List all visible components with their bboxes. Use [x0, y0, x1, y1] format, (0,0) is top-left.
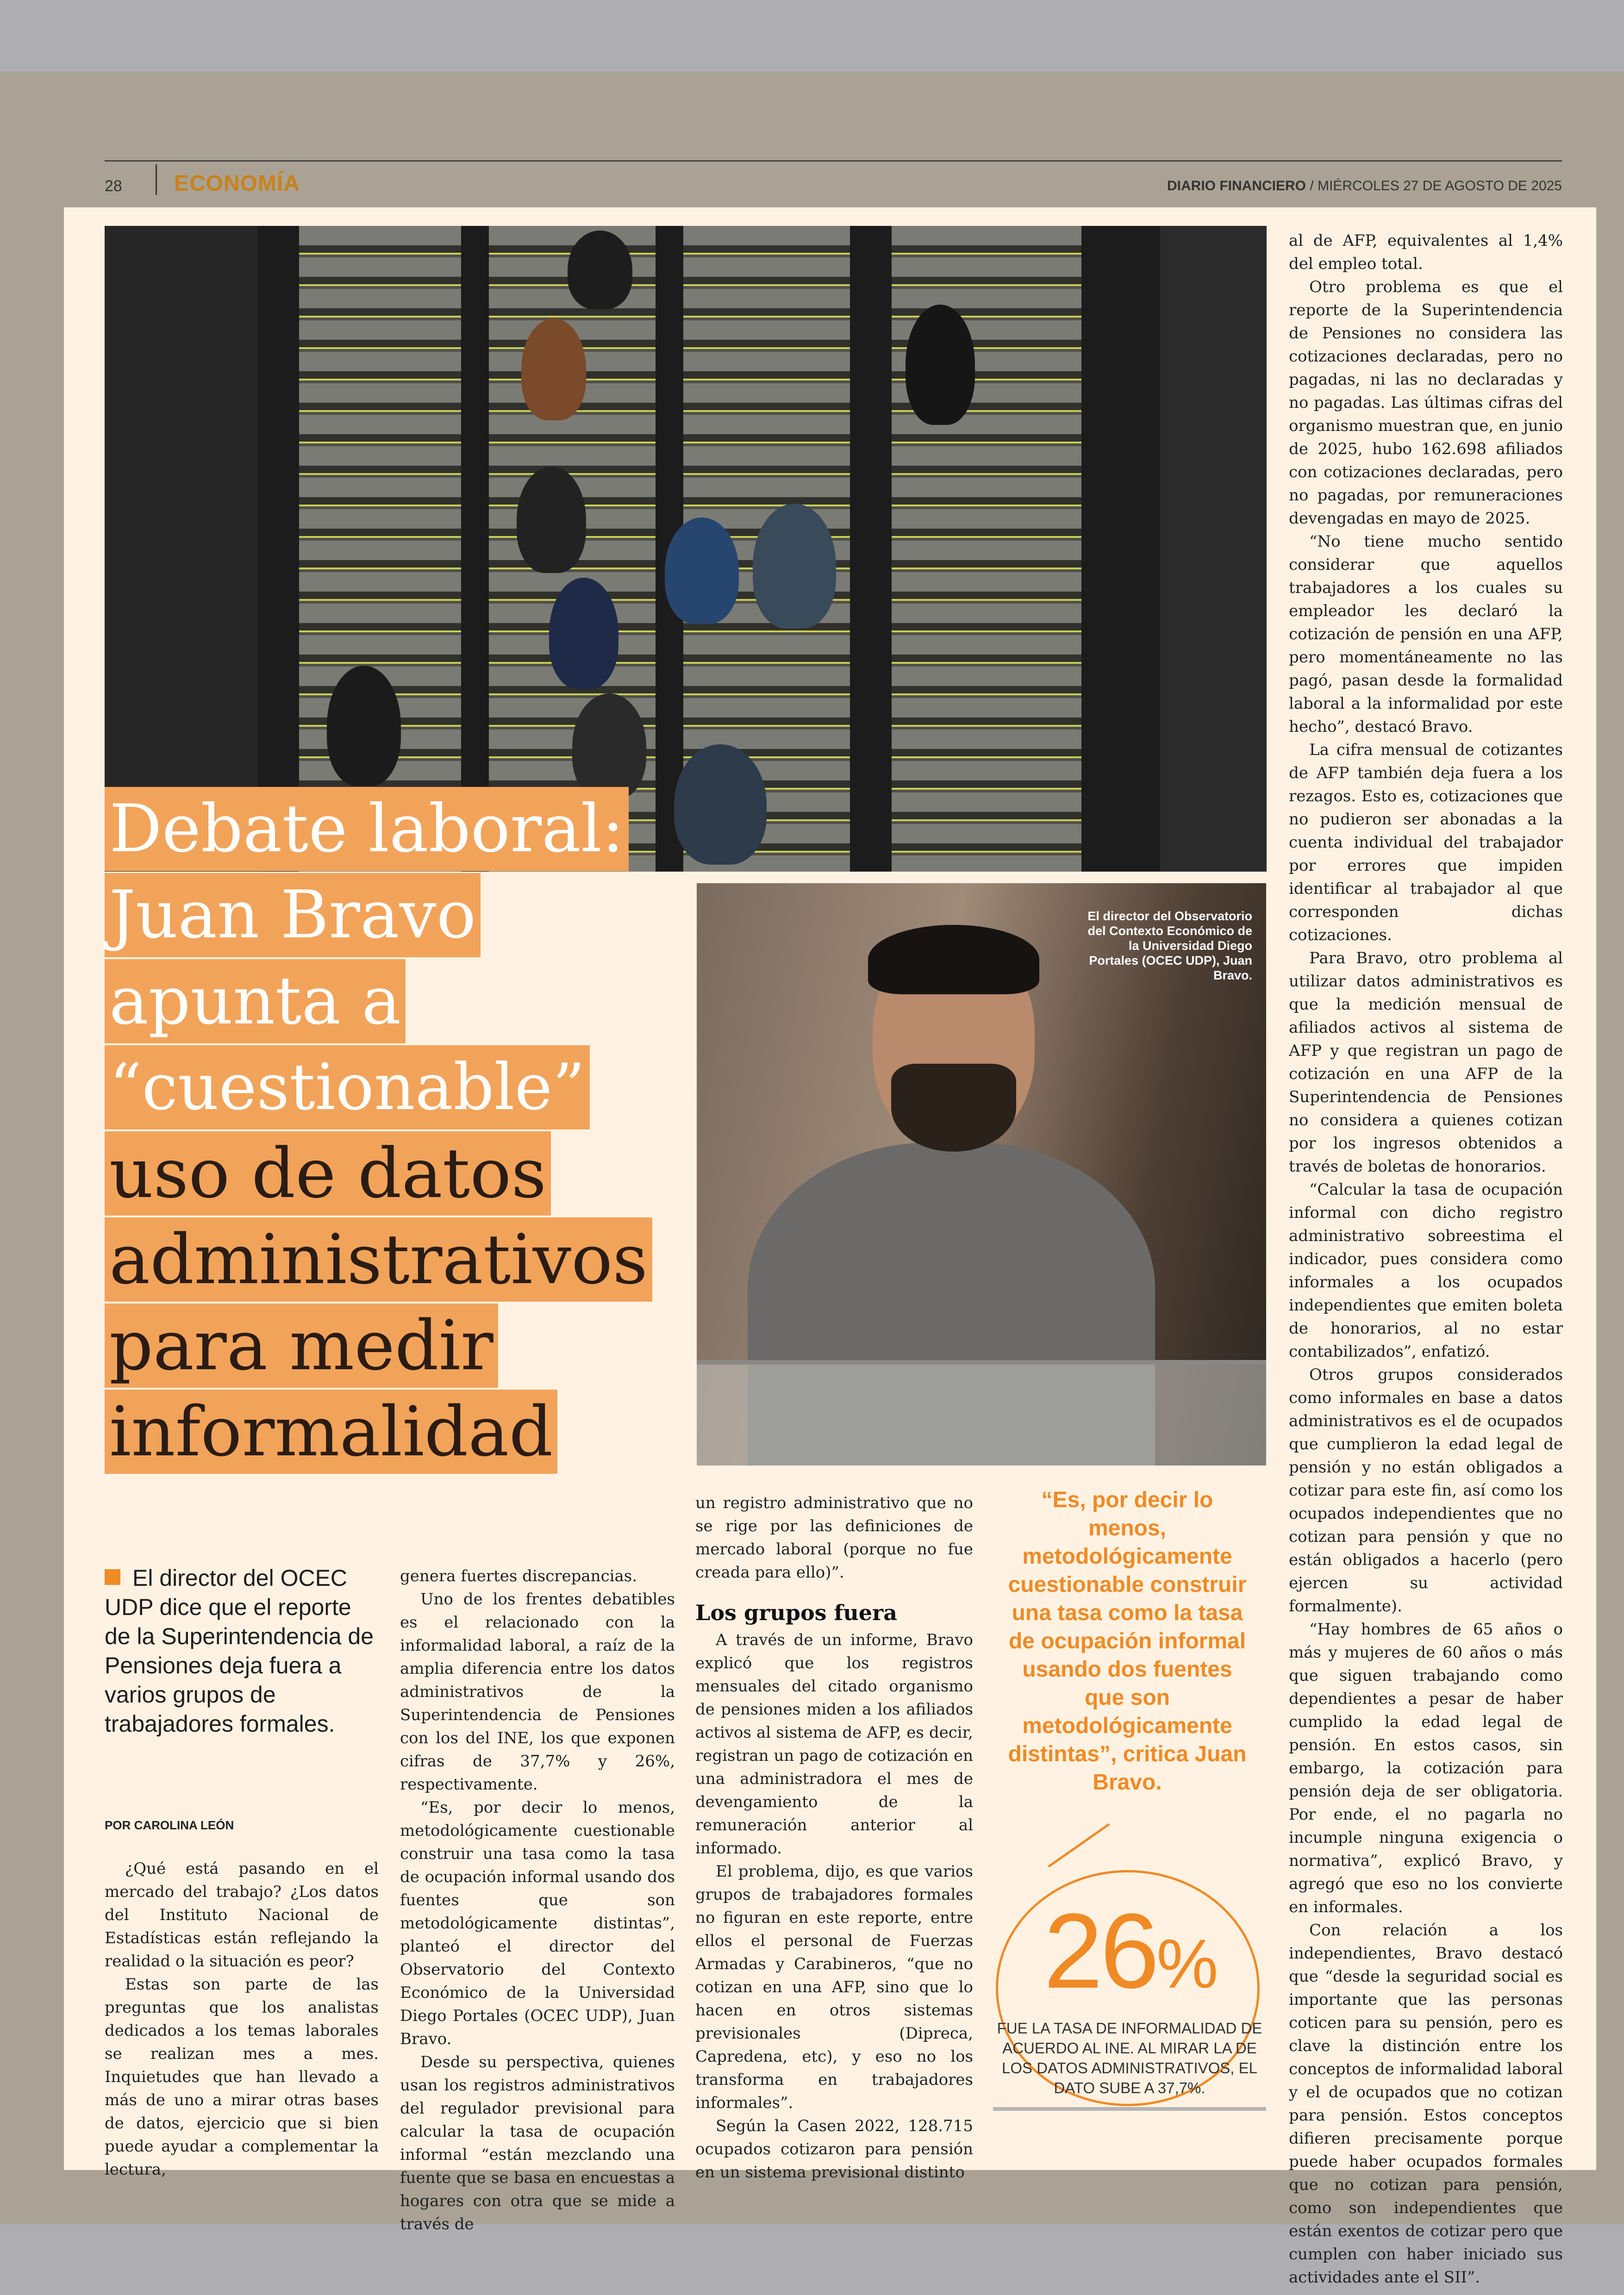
person-figure	[549, 578, 618, 689]
paragraph: Con relación a los independientes, Bravo destacó que “desde la seguridad social es importante que las personas coticen para su pensión, pero es clave la distinción entre los conceptos de informalidad laboral y el de ocupados que no cotizan para pensión. Estos conceptos difieren precisamente porque puede haber ocupados formales que no cotizan para pensión, como son independientes que están exentos de cotizar pero que cumplen con haber iniciado sus actividades ante el SII”.	[1289, 1921, 1563, 2287]
person-figure	[568, 231, 632, 309]
byline: POR CAROLINA LEÓN	[105, 1818, 234, 1832]
paragraph: Desde su perspectiva, quienes usan los registros administrativos del regulador previsional para calcular la tasa de ocupación informal “están mezclando una fuente que se basa en encuestas a hogares con otra que se mide a través de	[400, 2053, 675, 2233]
headline-line: informalidad	[105, 1390, 557, 1474]
headline-line: Debate laboral:	[105, 787, 629, 871]
body-column-2	[400, 1565, 675, 2236]
article-deck	[105, 1564, 382, 1739]
headline-line: administrativos	[105, 1217, 652, 1302]
paragraph: Otro problema es que el reporte de la Superintendencia de Pensiones no considera las cotizaciones declaradas, pero no pagadas, ni las no declaradas y no pagadas. Las últimas cifras del organismo muestran que, en junio de 2025, hubo 162.698 afiliados con cotizaciones declaradas, pero no pagadas, por remuneraciones devengadas en mayo de 2025.	[1289, 278, 1563, 528]
body-column-4	[1289, 229, 1563, 2289]
pull-quote: “Es, por decir lo menos, metodológicamente cuestionable construir una tasa como la tasa de ocupación informal usando dos fuentes que son metodológicamente distintas”, critica Juan Bravo.	[1008, 1488, 1247, 1795]
paragraph: Otros grupos considerados como informales en base a datos administrativos es el de ocupados que cumplieron la edad legal de pensión y no están obligados a cotizar para este fin, así como los ocupados independientes que no cotizan para pensión y que no están obligados a hacerlo (pero ejercen su actividad formalmente).	[1289, 1366, 1563, 1615]
bullet-square-icon	[105, 1569, 120, 1585]
deck-text: El director del OCEC UDP dice que el reporte de la Superintendencia de Pensiones deja fuera a varios grupos de trabajadores formales.	[105, 1565, 374, 1737]
header-divider	[156, 164, 157, 195]
portrait-railing	[697, 1360, 1266, 1466]
paragraph: “Hay hombres de 65 años o más y mujeres de 60 años o más que siguen trabajando como dependientes a pesar de haber cumplido la edad legal de pensión. En estos casos, sin embargo, la cotización para pensión deja de ser obligatoria. Por ende, el no pagarla no incumple ninguna exigencia o normativa”, explicó Bravo, y agregó que eso no los convierte en informales.	[1289, 1620, 1563, 1916]
photo-wall-left	[105, 226, 271, 872]
section-label: ECONOMÍA	[174, 171, 300, 196]
person-figure	[665, 518, 739, 624]
portrait-beard	[891, 1064, 1016, 1152]
paragraph: Para Bravo, otro problema al utilizar datos administrativos es que la medición mensual de afiliados activos al sistema de AFP y que registran un pago de cotización en una AFP de la Superintendencia de Pensiones no considera a quienes cotizan por los ingresos obtenidos a través de boletas de honorarios.	[1289, 949, 1563, 1176]
paragraph: “Calcular la tasa de ocupación informal con dicho registro administrativo sobreestima el indicador, pues considera como informales a los ocupados independientes que emiten boleta de honorarios, al no estar contabilizados”, enfatizó.	[1289, 1180, 1563, 1361]
paragraph: El problema, dijo, es que varios grupos de trabajadores formales no figuran en este reporte, entre ellos el personal de Fuerzas Armadas y Carabineros, “que no cotizan en una AFP, sino que lo hacen en otros sistemas previsionales (Dipreca, Capredena, etc), y eso no los transforma en trabajadores informales”.	[695, 1862, 973, 2112]
headline-line: uso de datos	[105, 1131, 551, 1216]
paragraph: Uno de los frentes debatibles es el relacionado con la informalidad laboral, a raíz de la amplia diferencia entre los datos administrativos de la Superintendencia de Pensiones con los del INE, los que exponen cifras de 37,7% y 26%, respectivamente.	[400, 1590, 675, 1794]
page-header	[105, 160, 1562, 199]
body-column-1	[105, 1857, 379, 2181]
dateline	[1167, 178, 1562, 194]
photo-wall-right	[1142, 226, 1267, 872]
stat-divider	[993, 2107, 1266, 2111]
paragraph: “No tiene mucho sentido considerar que aquellos trabajadores a los cuales su empleador les declaró la cotización de pensión en una AFP, pero momentáneamente no las pagó, pasan desde la formalidad laboral a la informalidad por este hecho”, destacó Bravo.	[1289, 532, 1563, 736]
publication-date: / MIÉRCOLES 27 DE AGOSTO DE 2025	[1306, 178, 1562, 193]
page-number: 28	[105, 177, 122, 195]
escalator-photo	[105, 226, 1267, 872]
person-figure	[753, 504, 836, 629]
paragraph: un registro administrativo que no se rige por las definiciones de mercado laboral (porque no fue creada para ello)”.	[695, 1494, 973, 1582]
headline	[105, 787, 725, 1476]
person-figure	[572, 693, 646, 800]
paragraph: La cifra mensual de cotizantes de AFP también deja fuera a los rezagos. Esto es, cotizaciones que no pudieron ser abonadas a la cuenta individual del trabajador por errores que impiden identificar al trabajador al que corresponden dichas cotizaciones.	[1289, 741, 1563, 944]
person-figure	[906, 305, 975, 425]
paragraph: Estas son parte de las preguntas que los analistas dedicados a los temas laborales se realizan mes a mes. Inquietudes que han llevado a más de uno a mirar otras bases de datos, ejercicio que si bien puede ayudar a complementar la lectura,	[105, 1975, 379, 2179]
photo-caption: El director del Observatorio del Contexto Económico de la Universidad Diego Portales (OCEC UDP), Juan Bravo.	[1087, 909, 1252, 982]
paragraph: Según la Casen 2022, 128.715 ocupados cotizaron para pensión en un sistema previsional distinto	[695, 2117, 973, 2182]
stat-value: 26	[1043, 1891, 1157, 2010]
person-figure	[327, 666, 401, 786]
stat-number	[993, 1891, 1266, 2017]
paragraph: ¿Qué está pasando en el mercado del trabajo? ¿Los datos del Instituto Nacional de Estadísticas están reflejando la realidad o la situación es peor?	[105, 1859, 379, 1971]
paragraph: al de AFP, equivalentes al 1,4% del empleo total.	[1289, 231, 1563, 273]
headline-line: apunta a	[105, 959, 406, 1043]
paragraph: genera fuertes discrepancias.	[400, 1567, 637, 1585]
portrait-photo	[697, 883, 1266, 1466]
portrait-hair	[868, 925, 1039, 994]
subheading: Los grupos fuera	[695, 1600, 898, 1625]
paragraph: “Es, por decir lo menos, metodológicamente cuestionable construir una tasa como la tasa de ocupación informal usando dos fuentes que son metodológicamente distintas”, planteó el director del Observatorio del Contexto Económico de la Universidad Diego Portales (OCEC UDP), Juan Bravo.	[400, 1798, 675, 2048]
headline-line: Juan Bravo	[105, 873, 481, 957]
stat-description: FUE LA TASA DE INFORMALIDAD DE ACUERDO AL INE. AL MIRAR LA DE LOS DATOS ADMINISTRATIVOS, EL DATO SUBE A 37,7%.	[997, 2020, 1262, 2096]
headline-line: para medir	[105, 1303, 498, 1388]
stat-unit: %	[1156, 1925, 1216, 2002]
stat-callout	[993, 1833, 1266, 2111]
body-column-3	[695, 1491, 973, 2184]
person-figure	[517, 467, 586, 573]
headline-line: “cuestionable”	[105, 1045, 590, 1129]
person-figure	[521, 318, 586, 420]
publication-name: DIARIO FINANCIERO	[1167, 178, 1306, 193]
paragraph: A través de un informe, Bravo explicó que los registros mensuales del citado organismo de pensiones miden a los afiliados activos al sistema de AFP, es decir, registran un pago de cotización en una administradora el mes de devengamiento de la remuneración anterior al informado.	[695, 1631, 973, 1858]
